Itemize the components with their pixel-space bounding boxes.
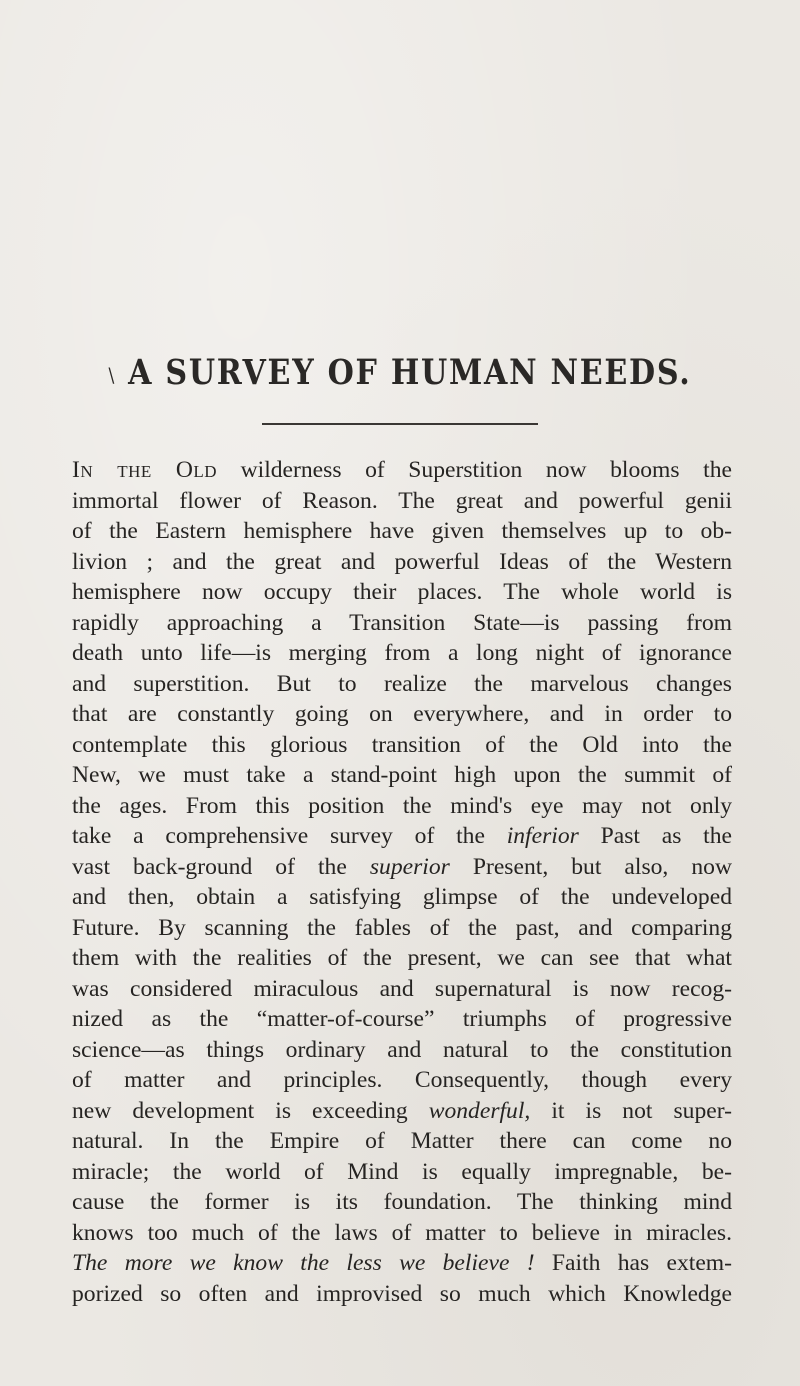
text-line [72, 1004, 732, 1035]
italic-text: wonderful, [428, 1097, 531, 1124]
line-text: Future. By scanning the fables of the past, and comparing [72, 914, 732, 941]
text-line [72, 577, 732, 608]
line-text: the ages. From this position the mind's eye may not only [72, 792, 732, 819]
text-line [72, 760, 732, 791]
italic-text: inferior [506, 823, 579, 849]
text-line [72, 1279, 732, 1310]
text-line [72, 547, 732, 578]
text-line [72, 730, 732, 761]
line-text: miracle; the world of Mind is equally impregnable, be- [72, 1158, 732, 1185]
line-text: take a comprehensive survey of the [72, 823, 507, 849]
text-line [72, 913, 732, 944]
text-line [72, 852, 732, 883]
body-paragraph [72, 455, 732, 1309]
text-line [72, 882, 732, 913]
line-text: rapidly approaching a Transition State—is passing from [72, 609, 732, 636]
line-text: and then, obtain a satisfying glimpse of the undeveloped [72, 884, 732, 910]
text-line [72, 974, 732, 1005]
line-text: contemplate this glorious transition of the Old into the [72, 731, 732, 758]
line-text: it is not super- [530, 1097, 732, 1124]
line-text: porized so often and improvised so much which Knowledge [72, 1280, 732, 1307]
italic-text: The more we know the less we believe ! [72, 1250, 535, 1276]
line-text: nized as the “matter-of-course” triumphs of progressive [72, 1006, 732, 1032]
line-text: death unto life—is merging from a long night of ignorance [72, 640, 732, 666]
text-line [72, 669, 732, 700]
text-line [72, 1157, 732, 1188]
line-text: Present, but also, now [449, 853, 732, 880]
line-text: cause the former is its foundation. The thinking mind [72, 1189, 732, 1215]
line-text: science—as things ordinary and natural to the constitution [72, 1036, 732, 1063]
text-line [72, 943, 732, 974]
line-text: natural. In the Empire of Matter there can come no [72, 1128, 732, 1154]
line-text: vast back-ground of the [72, 853, 370, 880]
text-line [72, 1187, 732, 1218]
line-text: wilderness of Superstition now blooms the [217, 457, 732, 483]
text-line [72, 821, 732, 852]
line-text: that are constantly going on everywhere, and in order to [72, 701, 732, 727]
line-text: New, we must take a stand-point high upon the summit of [72, 762, 732, 788]
text-line [72, 1035, 732, 1066]
line-text: of matter and principles. Consequently, though every [72, 1067, 732, 1093]
line-text: Faith has extem- [534, 1250, 733, 1276]
line-text: livion ; and the great and powerful Ideas of the Western [72, 548, 732, 575]
text-line [72, 699, 732, 730]
line-text: hemisphere now occupy their places. The whole world is [72, 579, 732, 605]
text-line [72, 1248, 732, 1279]
heading-mark: \ [108, 362, 117, 387]
small-caps-lead: In the Old [72, 457, 218, 483]
text-line [72, 608, 732, 639]
heading-rule [262, 423, 538, 425]
text-line [72, 516, 732, 547]
line-text: and superstition. But to realize the marvelous changes [72, 670, 732, 697]
text-line [72, 486, 732, 517]
line-text: new development is exceeding [72, 1097, 429, 1124]
line-text: them with the realities of the present, we can see that what [72, 945, 732, 971]
text-line [72, 1218, 732, 1249]
line-text: Past as the [578, 823, 732, 849]
chapter-heading [56, 352, 744, 393]
text-line [72, 638, 732, 669]
line-text: immortal flower of Reason. The great and powerful genii [72, 487, 732, 514]
line-text: knows too much of the laws of matter to believe in miracles. [72, 1219, 732, 1246]
italic-text: superior [369, 853, 450, 880]
text-line [72, 1096, 732, 1127]
text-line [72, 1126, 732, 1157]
chapter-title: A SURVEY OF HUMAN NEEDS. [128, 352, 692, 393]
line-text: was considered miraculous and supernatural is now recog- [72, 975, 732, 1002]
line-text: of the Eastern hemisphere have given themselves up to ob- [72, 518, 732, 544]
text-line [72, 791, 732, 822]
text-line [72, 1065, 732, 1096]
text-line [72, 455, 732, 486]
